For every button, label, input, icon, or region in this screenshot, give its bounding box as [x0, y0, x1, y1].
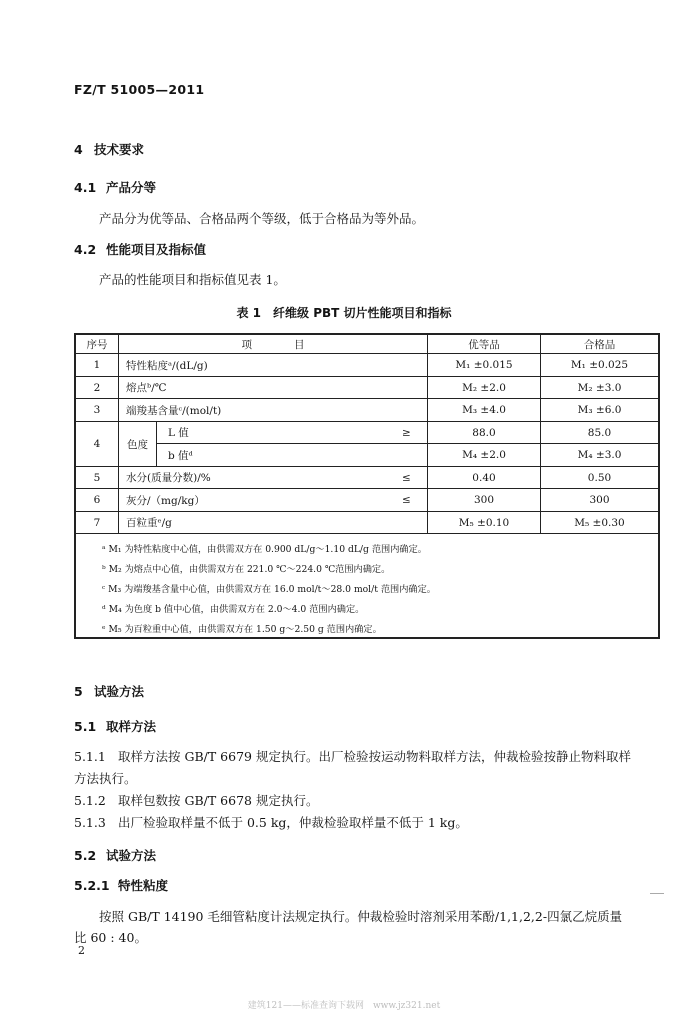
section-5-1-heading: [74, 717, 156, 735]
section-text: 取样包数按 GB/T 6678 规定执行。: [118, 793, 319, 808]
row-6-symbol: ≤: [402, 494, 411, 506]
table-caption: 表 1 纤维级 PBT 切片性能项目和指标: [236, 306, 452, 320]
section-5-1-3: [74, 813, 468, 831]
section-number: 5.2.1: [74, 878, 110, 893]
row-4-no: 4: [93, 438, 101, 450]
row-1-no: 1: [93, 359, 101, 371]
row-1-qualified: M₁ ±0.025: [570, 359, 629, 371]
section-number: 5.1.2: [74, 793, 106, 808]
section-5-1-2: [74, 791, 318, 809]
row-4a-qualified: 85.0: [587, 426, 612, 439]
row-5-excellent: 0.40: [472, 471, 496, 484]
document-header: FZ/T 51005—2011: [74, 82, 205, 97]
row-4b-qualified: M₄ ±3.0: [577, 449, 622, 461]
section-title: 产品分等: [106, 180, 157, 195]
row-5-symbol: ≤: [402, 471, 411, 484]
row-4a-item: L 值: [168, 427, 189, 439]
table-note: ᶜ M₃ 为端羧基含量中心值，由供需双方在 16.0 mol/t～28.0 mol/t 范围内确定。: [102, 584, 436, 595]
header-excellent: 优等品: [468, 338, 500, 351]
row-1-item: 特性粘度ᵃ/(dL/g): [126, 359, 208, 372]
table-note: ᵇ M₂ 为熔点中心值，由供需双方在 221.0 ℃～224.0 ℃范围内确定。: [102, 564, 391, 575]
table-note: ᵉ M₅ 为百粒重中心值，由供需双方在 1.50 g～2.50 g 范围内确定。: [102, 624, 382, 635]
row-2-excellent: M₂ ±2.0: [462, 381, 506, 394]
header-item: 项 目: [241, 338, 305, 351]
section-title: 试验方法: [106, 848, 157, 863]
section-number: 5.1.1: [74, 749, 106, 764]
header-no: 序号: [86, 338, 108, 351]
section-number: 4.2: [74, 242, 97, 257]
section-5-2-1-heading: [74, 876, 168, 894]
section-number: 4: [74, 142, 83, 157]
row-4b-item: b 值ᵈ: [168, 449, 193, 462]
section-5-2-heading: [74, 846, 156, 864]
row-7-excellent: M₅ ±0.10: [458, 516, 510, 529]
section-title: 特性粘度: [118, 878, 169, 893]
section-text: 取样方法按 GB/T 6679 规定执行。出厂检验按运动物料取样方法，仲裁检验按静止物料取样: [118, 749, 631, 764]
section-number: 5.1: [74, 719, 97, 734]
row-7-no: 7: [93, 516, 101, 529]
section-5-1-1-line1: [74, 747, 631, 765]
row-6-excellent: 300: [473, 494, 495, 506]
section-number: 5: [74, 684, 83, 699]
row-2-item: 熔点ᵇ/℃: [126, 382, 167, 394]
section-number: 5.1.3: [74, 815, 106, 830]
section-title: 取样方法: [106, 719, 157, 734]
row-7-qualified: M₅ ±0.30: [574, 516, 625, 529]
table-note: ᵈ M₄ 为色度 b 值中心值，由供需双方在 2.0～4.0 范围内确定。: [102, 604, 365, 615]
table-note: ᵃ M₁ 为特性粘度中心值，由供需双方在 0.900 dL/g～1.10 dL/g 范围内确定。: [102, 544, 427, 555]
row-4-group: 色度: [127, 438, 148, 451]
row-6-item: 灰分/（mg/kg）: [126, 494, 205, 507]
section-5-2-1-line1: 按照 GB/T 14190 毛细管粘度计法规定执行。仲裁检验时溶剂采用苯酚/1,1,2,2-四氯乙烷质量: [99, 909, 623, 924]
row-6-no: 6: [93, 494, 101, 506]
section-title: 性能项目及指标值: [106, 242, 207, 257]
row-5-item: 水分(质量分数)/%: [126, 472, 211, 484]
section-text: 出厂检验取样量不低于 0.5 kg，仲裁检验取样量不低于 1 kg。: [118, 815, 468, 830]
scan-speck: [650, 893, 664, 894]
row-2-qualified: M₂ ±3.0: [577, 381, 622, 394]
row-4a-excellent: 88.0: [472, 426, 496, 439]
section-4-1-heading: [74, 178, 156, 196]
page-number: 2: [78, 944, 85, 957]
section-5-heading: [74, 682, 144, 700]
row-4a-symbol: ≥: [402, 426, 411, 439]
row-7-item: 百粒重ᵉ/g: [126, 517, 172, 529]
footer-watermark: 建筑121——标准查询下载网 www.jz321.net: [247, 1001, 441, 1011]
section-number: 4.1: [74, 180, 97, 195]
section-5-1-1-line2: 方法执行。: [74, 771, 137, 786]
section-5-2-1-line2: 比 60 : 40。: [74, 930, 147, 945]
row-3-no: 3: [93, 404, 101, 416]
section-title: 试验方法: [94, 684, 145, 699]
row-5-no: 5: [93, 471, 101, 484]
row-1-excellent: M₁ ±0.015: [455, 359, 513, 371]
row-3-item: 端羧基含量ᶜ/(mol/t): [126, 404, 222, 417]
row-5-qualified: 0.50: [587, 471, 612, 484]
section-number: 5.2: [74, 848, 97, 863]
section-4-2-text: 产品的性能项目和指标值见表 1。: [99, 272, 286, 287]
row-3-qualified: M₃ ±6.0: [577, 404, 622, 416]
row-2-no: 2: [93, 381, 101, 394]
row-4b-excellent: M₄ ±2.0: [462, 449, 506, 461]
section-title: 技术要求: [94, 142, 145, 157]
section-4-2-heading: [74, 240, 206, 258]
row-6-qualified: 300: [589, 494, 610, 506]
section-4-heading: [74, 140, 144, 158]
header-qualified: 合格品: [583, 338, 616, 351]
section-4-1-text: 产品分为优等品、合格品两个等级，低于合格品为等外品。: [99, 211, 425, 226]
row-3-excellent: M₃ ±4.0: [462, 404, 506, 416]
